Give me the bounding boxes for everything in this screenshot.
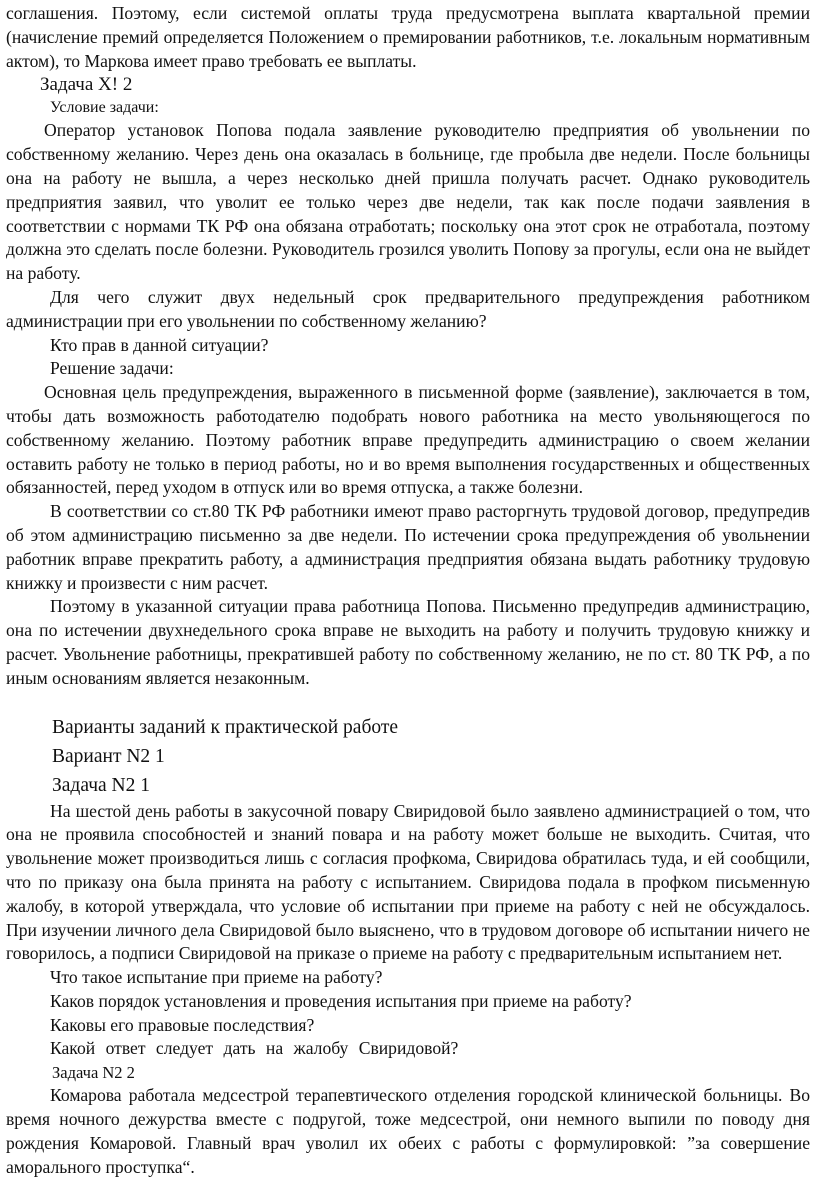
- task-2-question-1: Для чего служит двух недельный срок предварительного предупреждения работником администрации при его увольнении по собственному желанию?: [6, 286, 810, 331]
- variant-1-title: Вариант N2 1: [52, 745, 165, 767]
- variant-1-task-1-question-2: Каков порядок установления и проведения испытания при приеме на работу?: [50, 990, 632, 1011]
- variant-1-task-2-title: Задача N2 2: [52, 1063, 135, 1083]
- variant-1-task-1-title: Задача N2 1: [52, 774, 151, 796]
- task-2-title: Задача Х! 2: [40, 74, 133, 96]
- task-2-solution-paragraph-1: Основная цель предупреждения, выраженного в письменной форме (заявление), заключается в том, чтобы дать возможность работодателю подобрать нового работника на место увольняющегося по собственному желанию. Поэтому работник вправе предупредить администрацию о своем желании оставить работу не только в период работы, но и во время выполнения государственных и общественных обязанностей, перед уходом в отпуск или во время отпуска, а также болезни.: [6, 382, 810, 498]
- task-2-condition-text: Оператор установок Попова подала заявление руководителю предприятия об увольнении по собственному желанию. Через день она оказалась в больнице, где пробыла две недели. После больницы она на работу не вышла, а через несколько дней пришла получать расчет. Однако руководитель предприятия заявил, что уволит ее только через две недели, так как после подачи заявления в соответствии с нормами ТК РФ она обязана отработать; поскольку она этот срок не отработала, поэтому должна это сделать после болезни. Руководитель грозился уволить Попову за прогулы, если она не выйдет на работу.: [6, 120, 810, 284]
- variants-title: Варианты заданий к практической работе: [52, 716, 399, 738]
- variant-1-task-1-text: На шестой день работы в закусочной повару Свиридовой было заявлено администрацией о том, что она не проявила способностей и знаний повара и на работу может больше не выходить. Считая, что увольнение может производиться лишь с согласия профкома, Свиридова обратилась туда, и ей сообщили, что по приказу она была принята на работу с испытанием. Свиридова подала в профком письменную жалобу, в которой утверждала, что условие об испытании при приеме на работу с ней не обсуждалось. При изучении личного дела Свиридовой было выяснено, что в трудовом договоре об испытании ничего не говорилось, а подписи Свиридовой на приказе о приеме на работу с предварительным испытанием нет.: [6, 800, 810, 964]
- task-2-solution-paragraph-3: Поэтому в указанной ситуации права работница Попова. Письменно предупредив администрацию, она по истечении двухнедельного срока вправе не выходить на работу и получить трудовую книжку и расчет. Увольнение работницы, прекратившей работу по собственному желанию, не по ст. 80 ТК РФ, а по иным основаниям является незаконным.: [6, 596, 810, 688]
- paragraph-continuation: соглашения. Поэтому, если системой оплаты труда предусмотрена выплата квартальной премии (начисление премий определяется Положением о премировании работников, т.е. локальным нормативным актом), то Маркова имеет право требовать ее выплаты.: [6, 3, 810, 71]
- variant-1-task-1-question-3: Каковы его правовые последствия?: [50, 1014, 315, 1035]
- task-2-solution-label: Решение задачи:: [50, 358, 174, 379]
- variant-1-task-1-question-4: Какой ответ следует дать на жалобу Свиридовой?: [50, 1038, 459, 1059]
- task-2-question-2: Кто прав в данной ситуации?: [50, 334, 269, 355]
- variant-1-task-2-text: Комарова работала медсестрой терапевтического отделения городской клинической больницы. Во время ночного дежурства вместе с подругой, тоже медсестрой, они немного выпили по поводу дня рождения Комаровой. Главный врач уволил их обеих с работы с формулировкой: ”за совершение аморального проступка“.: [6, 1085, 810, 1177]
- task-2-solution-paragraph-2: В соответствии со ст.80 ТК РФ работники имеют право расторгнуть трудовой договор, предупредив об этом администрацию письменно за две недели. По истечении срока предупреждения об увольнении работник вправе прекратить работу, а администрация предприятия обязана выдать работнику трудовую книжку и произвести с ним расчет.: [6, 501, 810, 593]
- section-spacer: [6, 691, 810, 713]
- variant-1-task-1-question-1: Что такое испытание при приеме на работу?: [50, 967, 383, 988]
- task-2-condition-label: Условие задачи:: [50, 99, 159, 117]
